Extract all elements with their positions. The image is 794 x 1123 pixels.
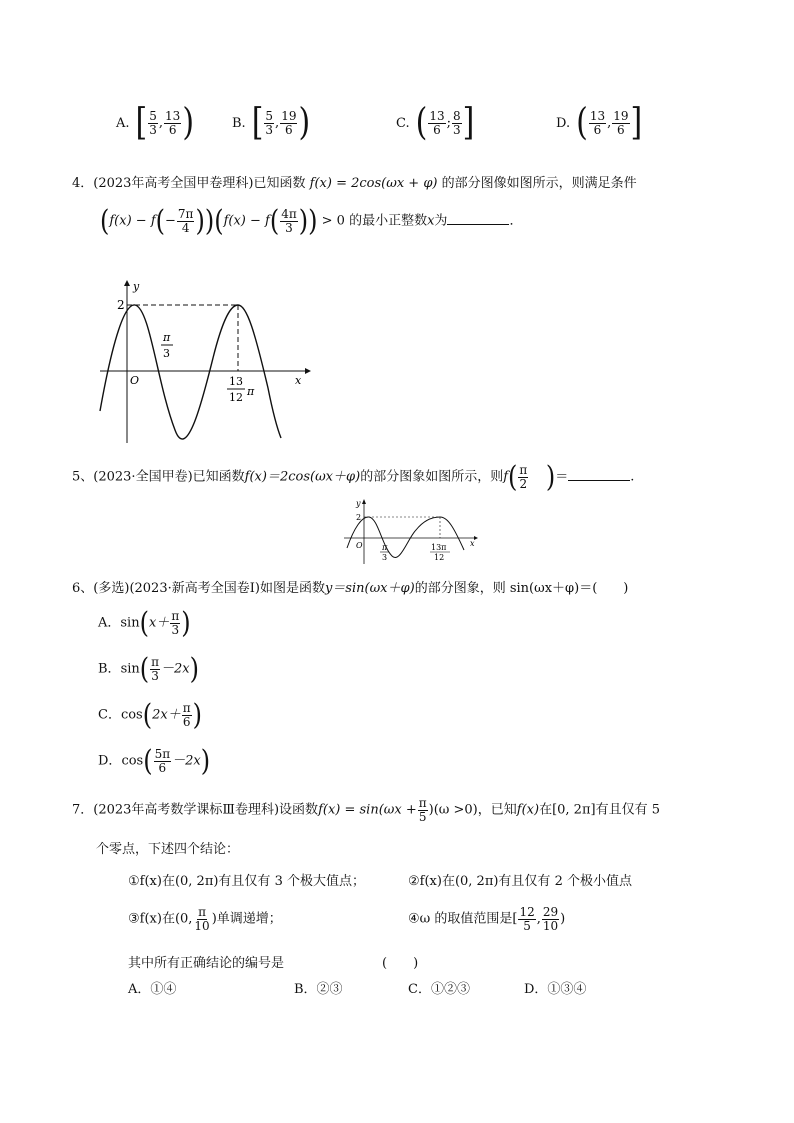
q7-line2: 个零点，下述四个结论： bbox=[96, 842, 240, 857]
svg-text:x: x bbox=[470, 539, 475, 548]
q7-statement-3: ③f(x)在(0, $\frac{\pi}{10}$ )单调递增； bbox=[128, 905, 282, 933]
q5-graph bbox=[342, 498, 482, 566]
q6-option-c: C．cos(2x＋ $\frac{\pi}{6}$ ) bbox=[98, 698, 202, 732]
origin-label: O bbox=[130, 374, 140, 387]
tick2-num: 13 bbox=[229, 375, 243, 388]
q6-option-b: B．sin( $\frac{\pi}{3}$ －2x) bbox=[98, 652, 200, 686]
q7-stem: 7．(2023年高考数学课标Ⅲ卷理科)设函数f(x) = sin(ωx + $\frac{\pi}{5}$ )(ω >0)，已知f(x)在[0, 2π]有且仅有 5 bbox=[72, 796, 660, 824]
max-label: 2 bbox=[117, 298, 125, 312]
svg-text:2: 2 bbox=[356, 513, 362, 522]
answer-blank bbox=[568, 468, 630, 481]
tick2-den: 12 bbox=[229, 391, 243, 404]
q4-stem: 4．(2023年高考全国甲卷理科)已知函数 f(x) = 2cos(ωx + φ) 的部分图像如图所示，则满足条件 bbox=[72, 176, 637, 191]
q6-option-d: D．cos( $\frac{5\pi}{6}$ －2x) bbox=[98, 744, 211, 778]
q7-question: 其中所有正确结论的编号是 bbox=[128, 956, 285, 971]
q7-statement-1: ①f(x)在(0, 2π)有且仅有 3 个极大值点； bbox=[128, 874, 365, 889]
tick2-suffix: π bbox=[247, 385, 255, 398]
q7-option-c: C．①②③ bbox=[408, 982, 470, 997]
q7-option-d: D．①③④ bbox=[524, 982, 587, 997]
q6-option-a: A．sin(x＋ $\frac{\pi}{3}$ ) bbox=[98, 606, 191, 640]
svg-text:y: y bbox=[356, 499, 361, 508]
svg-text:3: 3 bbox=[382, 553, 388, 562]
q5-stem: 5、(2023·全国甲卷)已知函数f(x)＝2cos(ωx＋φ)的部分图象如图所示，则f( $\frac{\pi}{2}$ )＝ . bbox=[72, 460, 635, 494]
q3-option-d: D. ( $\frac{13}{6}$ , $\frac{19}{6}$ ] bbox=[556, 100, 643, 145]
tick1-den: 3 bbox=[163, 347, 170, 360]
q4-graph bbox=[95, 278, 315, 453]
answer-blank bbox=[447, 212, 509, 225]
q3-option-b: B. [ $\frac{5}{3}$ , $\frac{19}{6}$ ) bbox=[232, 100, 311, 145]
q7-option-a: A．①④ bbox=[128, 982, 177, 997]
tick1-num: π bbox=[163, 331, 171, 344]
q7-answer-paren: ( ) bbox=[382, 956, 419, 971]
svg-text:O: O bbox=[356, 541, 363, 550]
q7-statement-4: ④ω 的取值范围是[ $\frac{12}{5}$ , $\frac{29}{10}$ ) bbox=[408, 905, 566, 933]
svg-text:12: 12 bbox=[434, 553, 445, 562]
q6-stem: 6、(多选)(2023·新高考全国卷Ⅰ)如图是函数y＝sin(ωx＋φ)的部分图象，则 sin(ωx＋φ)＝( ) bbox=[72, 581, 629, 596]
x-axis-label: x bbox=[295, 374, 302, 387]
q3-option-a: A. [ $\frac{5}{3}$ , $\frac{13}{6}$ ) bbox=[116, 100, 195, 145]
svg-text:13π: 13π bbox=[431, 543, 447, 552]
q3-option-c: C. ( $\frac{13}{6}$ ; $\frac{8}{3}$ ] bbox=[396, 100, 475, 145]
svg-text:π: π bbox=[382, 543, 388, 552]
q7-option-b: B．②③ bbox=[294, 982, 343, 997]
y-axis-label: y bbox=[133, 280, 140, 293]
q7-statement-2: ②f(x)在(0, 2π)有且仅有 2 个极小值点 bbox=[408, 874, 632, 889]
q4-condition: (f(x) − f(− $\frac{7\pi}{4}$ ))(f(x) − f( $\frac{4\pi}{3}$ )) > 0 的最小正整数x为 ． bbox=[100, 204, 523, 238]
